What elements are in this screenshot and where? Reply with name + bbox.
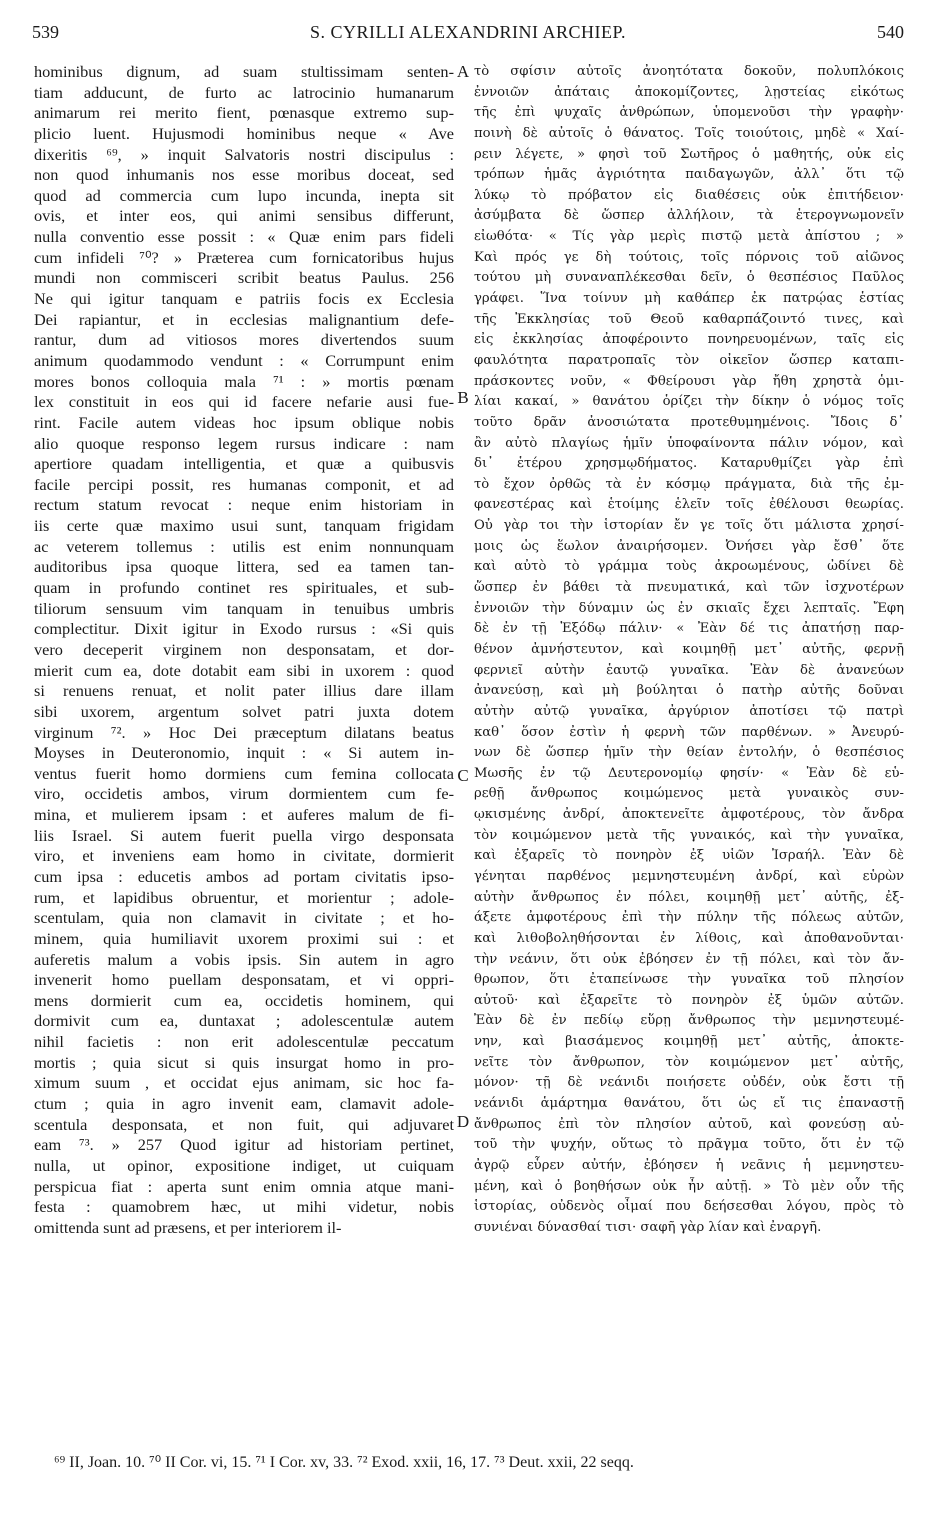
greek-text-line: αὐτοῦ· καὶ ἐξαρεῖτε τὸ πονηρὸν ἐξ ὑμῶν αὐτῶν. bbox=[474, 992, 904, 1008]
greek-text-line: πράσκοντες νοῦν, « Φθείρουσι γὰρ ἤθη χρηστὰ ὁμι- bbox=[474, 373, 904, 389]
latin-text-line: tiam adducunt, de furto ac latrocinio humanarum bbox=[34, 82, 454, 102]
greek-text-line: ἐννοιῶν τὴν δύναμιν ὡς ἐν σκιαῖς ἔχει λεπταῖς. Ἔφη bbox=[474, 600, 904, 616]
latin-text-line: scentula desponsata, et non fuit, qui adjuvaret bbox=[34, 1114, 454, 1134]
greek-text-line: δι᾽ ἑτέρου χρησμῳδήματος. Καταρυθμίζει γὰρ ἐπὶ bbox=[474, 456, 904, 472]
section-marker-c: C bbox=[457, 766, 469, 785]
greek-text-line: γένηται παρθένος μεμνηστευμένη ἀνδρί, καὶ εὑρὼν bbox=[474, 868, 904, 884]
greek-text-line: φερνιεῖ αὐτὴν ἑαυτῷ γυναῖκα. Ἐὰν δὲ ἀνανεύων bbox=[474, 662, 904, 678]
greek-text-line: Οὐ γὰρ τοι τὴν ἱστορίαν ἔν γε τοῖς ὅτι μάλιστα χρησί- bbox=[474, 518, 904, 534]
greek-text-line: τὴν νεάνιν, ὅτι οὐκ ἐβόησεν ἐν τῇ πόλει, καὶ τὸν ἄν- bbox=[474, 951, 904, 967]
latin-text-line: hominibus dignum, ad suam stultissimam senten- bbox=[34, 62, 454, 81]
greek-text-line: τοῦ τὴν ψυχήν, οὕτως τὸ πρᾶγμα τοῦτο, ὅτι ἐν τῷ bbox=[474, 1137, 904, 1153]
latin-text-line: apertiore quadam intelligentia, et quæ a quibusvis bbox=[34, 454, 454, 474]
greek-text-line: ἀσύμβατα δὲ ὥσπερ ἀλλήλοιν, τὰ ἑτερογνωμονεῖν bbox=[474, 208, 904, 224]
greek-text-line: τοῦτο δρᾶν ἀνοσιώτατα προτεθυμημένοις. Ἴδοις δ᾽ bbox=[474, 414, 904, 430]
greek-text-line: μοις ὡς ἕωλον ἀναιρήσομεν. Ὀνήσει γὰρ ἔσθ᾽ ὅτε bbox=[474, 538, 904, 554]
section-marker-a: A bbox=[456, 62, 470, 81]
greek-text-line: εἰς ἐκκλησίας ἀποφέροιντο πονηρευομένων, ταῖς εἰς bbox=[474, 332, 904, 348]
section-marker-d: D bbox=[456, 1112, 470, 1131]
latin-text-line: Moyses in Deuteronomio, inquit : « Si autem in- bbox=[34, 743, 454, 763]
greek-text-line: αὐτὴν ἄνθρωπος ἐν πόλει, κοιμηθῇ μετ᾽ αὐτῆς, ἐξ- bbox=[474, 889, 904, 905]
latin-text-line: non quod inhumanis nos esse moribus doceat, sed bbox=[34, 165, 454, 185]
latin-text-line: facile percipi possit, res humanas componit, et ad bbox=[34, 474, 454, 494]
latin-text-line: ximum suum , et occidat ejus animam, sic hoc fa- bbox=[34, 1073, 454, 1093]
latin-text-line: liis Israel. Si autem fuerit puella virgo desponsata bbox=[34, 825, 454, 845]
latin-text-line: alio quoque responso legem rursus indicare : nam bbox=[34, 433, 454, 453]
latin-text-line: Dei rapiantur, et in ecclesias malignantium defe- bbox=[34, 309, 454, 329]
latin-text-line: mens dormierit cum ea, occidetis hominem, qui bbox=[34, 990, 454, 1010]
greek-text-line: νων δὲ ὥσπερ ἡμῖν τὴν θείαν ἐντολήν, ὁ θεσπέσιος bbox=[474, 745, 904, 761]
latin-text-line: viro, occidetis ambos, virum dormientem cum fe- bbox=[34, 784, 454, 804]
latin-text-line: si renuens renuat, et nolit pater illius dare illam bbox=[34, 681, 454, 701]
latin-text-line: ovis, et inter eos, qui animi sensibus differunt, bbox=[34, 206, 454, 226]
greek-text-line: ρειν λέγετε, » φησὶ τοῦ Σωτῆρος ὁ μαθητής, οὐκ εἰς bbox=[474, 146, 904, 162]
greek-text-line: νεάνιδι ἁμάρτημα θανάτου, ὅτι ὡς εἴ τις ἐπαναστῇ bbox=[474, 1096, 904, 1112]
greek-text-line: Ἐὰν δὲ ἐν πεδίῳ εὕρῃ ἄνθρωπος τὴν μεμνηστευμέ- bbox=[474, 1013, 904, 1029]
latin-text-line: plicio luent. Hujusmodi hominibus neque « Ave bbox=[34, 123, 454, 143]
latin-text-line: complectitur. Dixit igitur in Exodo rursus : «Si quis bbox=[34, 619, 454, 639]
latin-text-line: ac veterem tollemus : utilis est enim nonnunquam bbox=[34, 536, 454, 556]
latin-text-line: omittenda sunt ad præsens, et per interiorem il- bbox=[34, 1217, 342, 1237]
latin-text-line: auferetis malum a vobis ipsis. Sin autem in agro bbox=[34, 949, 454, 969]
latin-text-line: mores bonos colloquia mala ⁷¹ : » mortis pœnam bbox=[34, 371, 454, 391]
latin-text-line: viro, et inveniens eam homo in civitate, dormierit bbox=[34, 846, 454, 866]
latin-text-line: dormivit cum ea, duntaxat ; adolescentulæ autem bbox=[34, 1011, 454, 1031]
latin-text-line: minem, quia humiliavit uxorem proximi sui : et bbox=[34, 928, 454, 948]
latin-text-line: animarum rei merito fient, pœnasque extremo sup- bbox=[34, 103, 454, 123]
latin-text-line: mortis ; quia sicut si quis insurgat homo in pro- bbox=[34, 1052, 454, 1072]
greek-text-line: καθ᾽ ὅσον ἐστὶν ἡ φερνὴ τῶν παρθένων. » Ἀνευρύ- bbox=[474, 724, 904, 740]
latin-text-line: Ne qui igitur tanquam e patriis focis ex Ecclesia bbox=[34, 289, 454, 309]
greek-text-line: νην, καὶ βιασάμενος κοιμηθῇ μετ᾽ αὐτῆς, ἀποκτε- bbox=[474, 1034, 904, 1050]
greek-text-line: δὲ ἐν τῇ Ἐξόδῳ πάλιν· « Ἐὰν δέ τις ἀπατήσῃ παρ- bbox=[474, 621, 904, 637]
latin-text-line: nulla, ut opinor, expositione indiget, ut cuiquam bbox=[34, 1155, 454, 1175]
latin-text-line: rum, et lapidibus obruentur, et morientur ; adole- bbox=[34, 887, 454, 907]
latin-text-line: invenerit homo puellam desponsatam, et vi oppri- bbox=[34, 970, 454, 990]
greek-text-line: καὶ ἐξαρεῖς τὸ πονηρὸν ἐξ υἱῶν Ἰσραήλ. Ἐὰν δὲ bbox=[474, 848, 904, 864]
greek-text-line: τὸ ἔχον ὀρθῶς τὰ ἐν κόσμῳ πράγματα, διὰ τῆς ἐμ- bbox=[474, 476, 904, 492]
greek-text-line: γράφει. Ἵνα τοίνυν μὴ καθάπερ ἐκ πατρῴας ἑστίας bbox=[474, 291, 904, 307]
greek-text-line: λύκῳ τὸ πρόβατον εἰς διαθέσεις οὐκ ἐπιτήδειον· bbox=[474, 187, 904, 203]
latin-text-line: rint. Facile autem videas hoc ipsum oblique nobis bbox=[34, 412, 454, 432]
greek-text-line: λίαι κακαί, » θανάτου ὁρίζει τὴν δίκην ὁ νόμος τοῖς bbox=[474, 394, 904, 410]
greek-text-line: ἂν αὐτὸ πλαγίως ἡμῖν ὑποφαίνοντα πάλιν νόμον, καὶ bbox=[474, 435, 904, 451]
latin-text-line: ventus fuerit homo dormiens cum femina collocata bbox=[34, 763, 454, 783]
greek-text-line: ῳκισμένης ἀνδρί, ἀποκτενεῖτε ἀμφοτέρους, τὸν ἄνδρα bbox=[474, 807, 904, 823]
latin-text-line: quod ad commercia cum lupo incunda, inepta sit bbox=[34, 185, 454, 205]
latin-text-line: scentulam, quia non clamavit in civitate ; et ho- bbox=[34, 908, 454, 928]
latin-text-line: iis certe quæ maximo usui sunt, tanquam frigidam bbox=[34, 516, 454, 536]
latin-text-line: eam ⁷³. » 257 Quod igitur ad historiam pertinet, bbox=[34, 1135, 454, 1155]
greek-text-line: ἐννοιῶν ἀπάταις ἀποκομίζοντες, λῃστείας εἰκότως bbox=[474, 84, 904, 100]
page-number-right: 540 bbox=[877, 22, 904, 42]
latin-column bbox=[34, 62, 454, 1239]
greek-text-line: μόνον· τῇ δὲ νεάνιδι ποιήσετε οὐδέν, οὐκ ἔστι τῇ bbox=[474, 1075, 904, 1091]
greek-text-line: ἱστορίας, οὐδενὸς οἶμαί που δεήσεσθαι λόγου, πρὸς τὸ bbox=[474, 1199, 904, 1215]
greek-text-line: αὐτὴν αὐτῷ γυναῖκα, ἀργύριον ἀποτίσει τῷ πατρὶ bbox=[474, 703, 904, 719]
latin-text-line: dixeritis ⁶⁹, » inquit Salvatoris nostri discipulus : bbox=[34, 144, 454, 164]
running-header bbox=[32, 22, 904, 48]
latin-text-line: quam in profundo continet res spirituales, et sub- bbox=[34, 578, 454, 598]
greek-text-line: τῆς ἐπὶ ψυχαῖς ἀνθρώπων, ὑπομενοῦσι τὴν γραφὴν· bbox=[474, 105, 904, 121]
latin-text-line: animum quodammodo vendunt : « Corrumpunt enim bbox=[34, 350, 454, 370]
latin-text-line: perspicua fiat : aperta sunt enim omnia atque mani- bbox=[34, 1176, 454, 1196]
greek-column bbox=[474, 62, 904, 1239]
greek-text-line: ρεθῇ ἄνθρωπος κοιμώμενος μετὰ γυναικὸς συν- bbox=[474, 786, 904, 802]
greek-text-line: φαυλότητα παρατροπαῖς τὸν οἰκεῖον ὥσπερ καταπι- bbox=[474, 352, 904, 368]
greek-text-line: καὶ λιθοβοληθήσονται ἐν λίθοις, καὶ ἀποθανοῦνται· bbox=[474, 930, 904, 946]
greek-text-line: τῆς Ἐκκλησίας τοῦ Θεοῦ καθαρπάζοιντό τινες, καὶ bbox=[474, 311, 904, 327]
greek-text-line: ὥσπερ ἐν βάθει τὰ πνευματικά, καὶ τῶν ἰσχνοτέρων bbox=[474, 580, 904, 596]
latin-text-line: tiliorum sensuum vim tanquam in tenuibus umbris bbox=[34, 598, 454, 618]
latin-text-line: cum ipsa : educetis ambos ad portam civitatis ipso- bbox=[34, 866, 454, 886]
latin-text-line: nulla conventio esse possit : « Quæ enim pars fideli bbox=[34, 227, 454, 247]
latin-text-line: vero deceperit virginem non desponsatam, et dor- bbox=[34, 639, 454, 659]
greek-text-line: εἰωθότα· « Τίς γὰρ μερὶς πιστῷ μετὰ ἀπίστου ; » bbox=[474, 229, 904, 245]
running-title: S. CYRILLI ALEXANDRINI ARCHIEP. bbox=[309, 22, 626, 42]
latin-text-line: sibi uxorem, argentum solvet patri juxta dotem bbox=[34, 701, 454, 721]
greek-text-line: ἀγρῷ εὗρεν αὐτήν, ἐβόησεν ἡ νεᾶνις ἡ μεμνηστευ- bbox=[474, 1157, 904, 1173]
greek-text-line: μένη, καὶ ὁ βοηθήσων οὐκ ἦν αὐτῇ. » Τὸ μὲν οὖν τῆς bbox=[474, 1178, 904, 1194]
section-marker-b: B bbox=[457, 388, 469, 407]
greek-text-line: τὸ σφίσιν αὐτοῖς ἀνοητότατα δοκοῦν, πολυπλόκοις bbox=[474, 64, 904, 79]
latin-text-line: rectum statum revocat : neque enim historiam in bbox=[34, 495, 454, 515]
latin-text-line: mina, et mulierem ipsam : et auferes malum de fi- bbox=[34, 805, 454, 825]
greek-text-line: άξετε ἀμφοτέρους ἐπὶ τὴν πύλην τῆς πόλεως αὐτῶν, bbox=[474, 910, 904, 926]
greek-text-line: φανεστέρας καὶ ἑτοίμης ἑλεῖν τοῖς ἐθέλουσι θεωρίας. bbox=[474, 497, 904, 513]
greek-text-line: τούτου μὴ συναναπλέκεσθαι δεῖν, ὁ θεσπέσιος Παῦλος bbox=[474, 270, 904, 286]
latin-text-line: auditoribus ipsa quoque littera, sed ea tamen tan- bbox=[34, 557, 454, 577]
greek-text-line: ἀνανεύσῃ, καὶ μὴ βούληται ὁ πατὴρ αὐτῆς δοῦναι bbox=[474, 683, 904, 699]
greek-text-line: συνιέναι δύνασθαί τισι· σαφῆ γὰρ λίαν καὶ ἐναργῆ. bbox=[474, 1219, 822, 1235]
greek-text-line: τρόπων ἡμᾶς ἀγριότητα παιδαγωγῶν, ἀλλ᾽ ὅτι τῷ bbox=[474, 167, 904, 183]
greek-text-line: θρωπον, ὅτι ἐταπείνωσε τὴν γυναῖκα τοῦ πλησίον bbox=[474, 972, 904, 988]
greek-text-line: καὶ αὐτὸ τὸ γράμμα τοὺς ἀκροωμένους, ὠδίνει δὲ bbox=[474, 559, 904, 575]
latin-text-line: cum infideli ⁷⁰? » Præterea cum fornicatoribus hujus bbox=[34, 247, 454, 267]
latin-text-line: lex constituit in eos qui id facere nefarie ausi fue- bbox=[34, 392, 454, 412]
greek-text-line: θένον ἀμνήστευτον, καὶ κοιμηθῇ μετ᾽ αὐτῆς, φερνῇ bbox=[474, 641, 904, 657]
latin-text-line: mundi non commisceri scribit beatus Paulus. 256 bbox=[34, 268, 454, 288]
latin-text-line: mierit cum ea, dote dotabit eam sibi in uxorem : quod bbox=[34, 660, 454, 680]
latin-text-line: virginum ⁷². » Hoc Dei præceptum dilatans beatus bbox=[34, 722, 454, 742]
latin-text-line: nihil facietis : non erit adolescentulæ peccatum bbox=[34, 1032, 454, 1052]
latin-text-line: rantur, dum ad vitiosos mores divertendos suum bbox=[34, 330, 454, 350]
greek-text-line: ἄνθρωπος ἐπὶ τὸν πλησίον αὐτοῦ, καὶ φονεύσῃ αὐ- bbox=[474, 1116, 904, 1132]
footnotes: ⁶⁹ II, Joan. 10. ⁷⁰ II Cor. vi, 15. ⁷¹ I Cor. xv, 33. ⁷² Exod. xxii, 16, 17. ⁷³ Deut. xxii, 22 seqq. bbox=[54, 1454, 634, 1471]
latin-text-line: festa : quamobrem hæc, ut mihi videtur, nobis bbox=[34, 1197, 454, 1217]
greek-text-line: ποινὴ δὲ αὐτοῖς ὁ θάνατος. Τοῖς τοιούτοις, μηδὲ « Χαί- bbox=[474, 125, 904, 141]
greek-text-line: νεῖτε τὸν ἄνθρωπον, τὸν κοιμώμενον μετ᾽ αὐτῆς, bbox=[474, 1054, 904, 1070]
greek-text-line: Καὶ πρός γε δὴ τούτοις, τοῖς πόρνοις τοῦ αἰῶνος bbox=[474, 249, 904, 265]
greek-text-line: τὸν κοιμώμενον μετὰ τῆς γυναικός, καὶ τὴν γυναῖκα, bbox=[474, 827, 904, 843]
page-number-left: 539 bbox=[32, 22, 59, 42]
greek-text-line: Μωσῆς ἐν τῷ Δευτερονομίῳ φησίν· « Ἐὰν δὲ εὑ- bbox=[474, 765, 904, 781]
latin-text-line: ctum ; quia in agro invenit eam, clamavit adole- bbox=[34, 1094, 454, 1114]
